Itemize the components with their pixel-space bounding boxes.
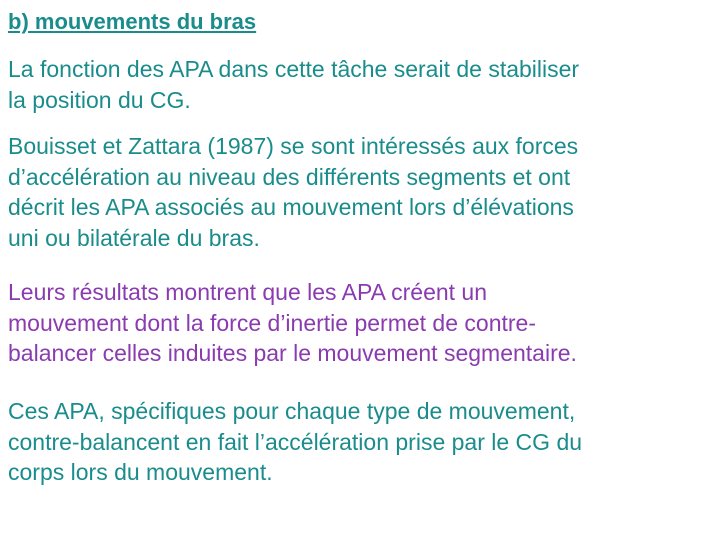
- paragraph-apa-function: [8, 54, 720, 115]
- paragraph-line: contre-balancent en fait l’accélération prise par le CG du: [8, 428, 583, 455]
- section-heading: b) mouvements du bras: [8, 9, 257, 34]
- paragraph-line: corps lors du mouvement.: [8, 459, 273, 485]
- paragraph-line: mouvement dont la force d’inertie permet de contre-: [8, 309, 536, 336]
- paragraph-line: décrit les APA associés au mouvement lors d’élévations: [8, 194, 574, 220]
- paragraph-line: la position du CG.: [8, 86, 191, 113]
- paragraph-line: uni ou bilatérale du bras.: [8, 224, 260, 251]
- paragraph-bouisset-zattara: [8, 131, 720, 253]
- paragraph-line: Bouisset et Zattara (1987) se sont intéressés aux forces: [8, 133, 579, 159]
- paragraph-line: d’accélération au niveau des différents segments et ont: [8, 163, 571, 190]
- paragraph-line: La fonction des APA dans cette tâche serait de stabiliser: [8, 56, 580, 82]
- paragraph-results: [8, 277, 720, 369]
- paragraph-apa-specific: [8, 396, 720, 488]
- paragraph-line: balancer celles induites par le mouvement segmentaire.: [8, 340, 577, 366]
- paragraph-line: Ces APA, spécifiques pour chaque type de mouvement,: [8, 398, 576, 424]
- paragraph-line: Leurs résultats montrent que les APA créent un: [8, 279, 488, 305]
